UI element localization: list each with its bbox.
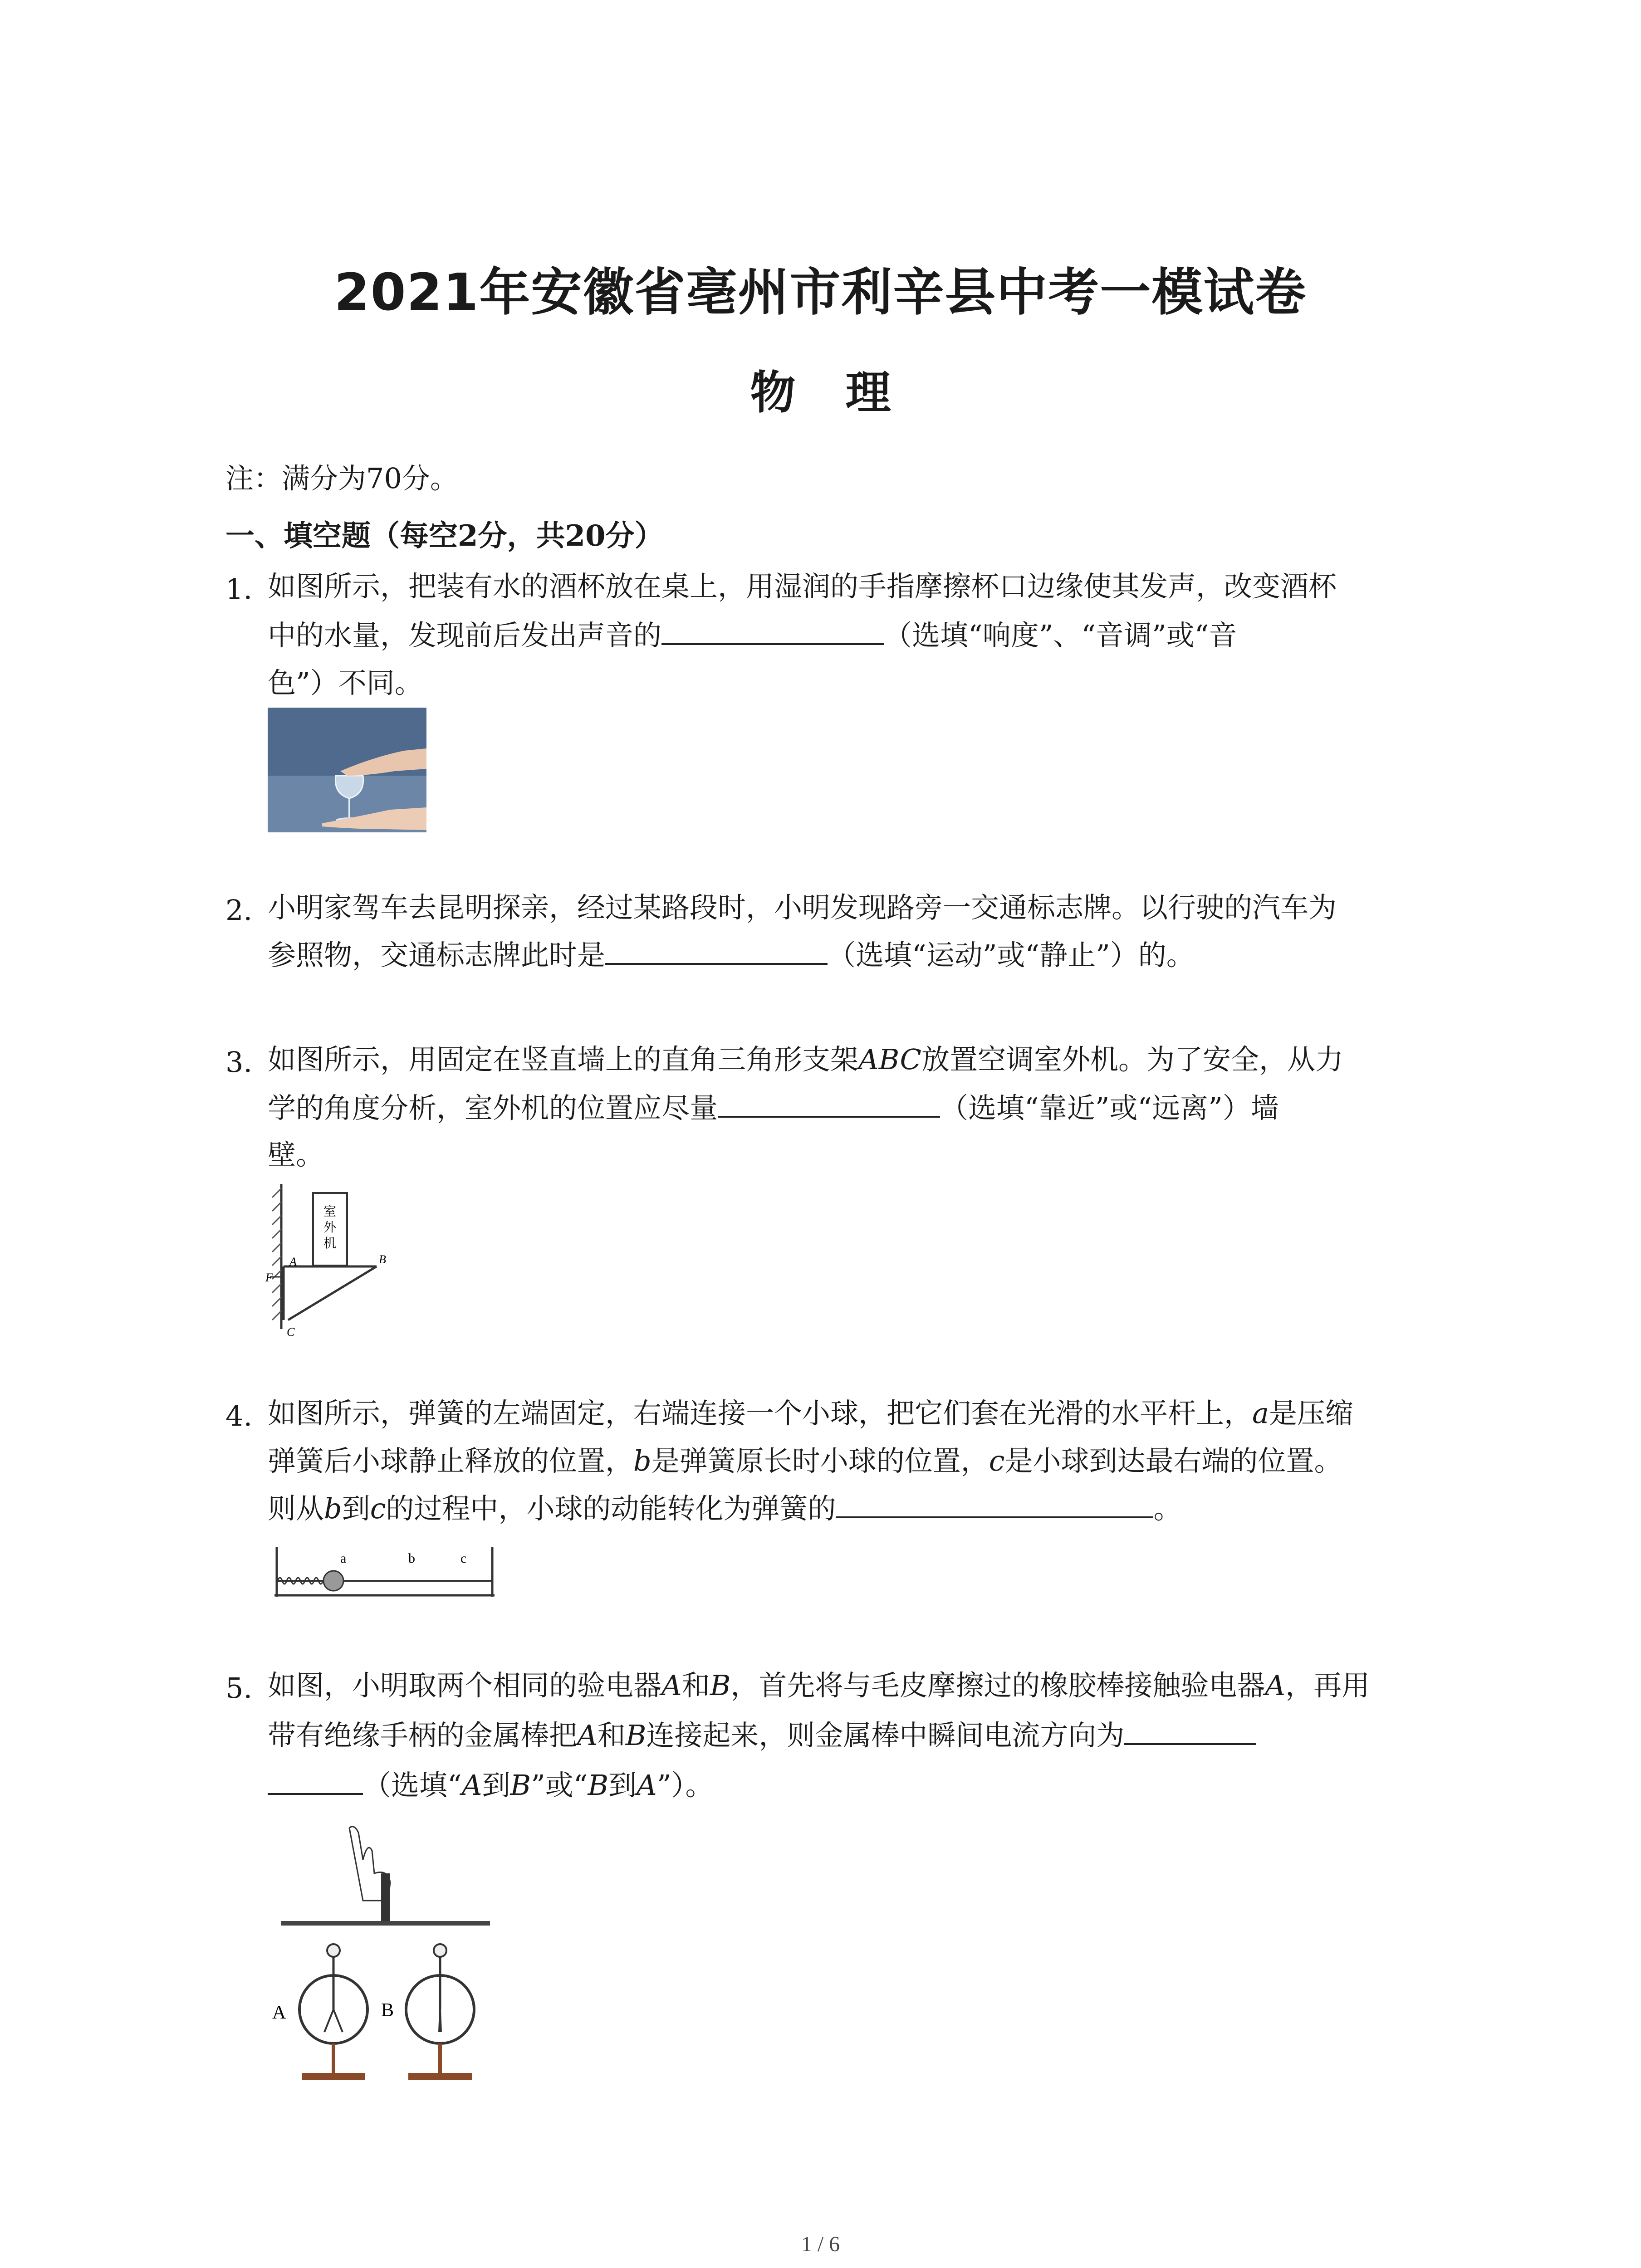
position-a-label: a — [340, 1551, 347, 1566]
question-4-line-2 — [268, 1444, 1342, 1477]
exam-title: 2021年安徽省亳州市利辛县中考一模试卷 — [334, 263, 1307, 322]
question-4-text-c: 弹簧后小球静止释放的位置， — [268, 1444, 634, 1477]
question-2-answer-blank[interactable] — [605, 958, 828, 965]
question-4-text-g: 到 — [342, 1492, 370, 1525]
question-5-text-j: ”或“ — [531, 1769, 588, 1802]
question-1-line-3: 色”）不同。 — [268, 666, 423, 699]
question-5-b3: B — [510, 1769, 531, 1802]
question-3-text-b: 放置空调室外机。为了安全，从力 — [921, 1043, 1343, 1076]
question-5-b1: B — [710, 1669, 731, 1702]
question-1-text-b: （选填“响度”、“音调”或“音 — [884, 619, 1237, 652]
question-3-line-1 — [268, 1043, 1343, 1076]
question-4-text-h: 的过程中，小球的动能转化为弹簧的 — [386, 1492, 836, 1525]
question-3-answer-blank[interactable] — [718, 1111, 940, 1118]
question-5-number: 5. — [225, 1672, 253, 1705]
question-5-text-g: 连接起来，则金属棒中瞬间电流方向为 — [646, 1719, 1125, 1752]
force-f-label: F — [265, 1271, 273, 1284]
question-4-text-a: 如图所示，弹簧的左端固定，右端连接一个小球，把它们套在光滑的水平杆上， — [268, 1397, 1253, 1430]
question-2-text-b: （选填“运动”或“静止”）的。 — [828, 938, 1195, 972]
question-3-text-d: （选填“靠近”或“远离”）墙 — [940, 1091, 1279, 1124]
question-4-text-b: 是压缩 — [1269, 1397, 1353, 1430]
question-3-line-3: 壁。 — [268, 1138, 324, 1171]
question-4-a: a — [1252, 1397, 1269, 1430]
question-5-answer-blank-part-2[interactable] — [268, 1789, 363, 1795]
wine-glass-photo — [268, 708, 426, 832]
bracket-ac-unit-diagram — [263, 1179, 399, 1343]
electroscope-diagram — [268, 1819, 504, 2096]
spring-ball-diagram — [272, 1540, 499, 1603]
question-4-c2: c — [370, 1492, 386, 1525]
question-5-text-e: 带有绝缘手柄的金属棒把 — [268, 1719, 578, 1752]
question-5-a1: A — [661, 1669, 682, 1702]
question-5-text-a: 如图，小明取两个相同的验电器 — [268, 1669, 662, 1702]
question-4-line-1 — [268, 1397, 1353, 1430]
electroscope-b-label: B — [381, 2000, 394, 2021]
question-2-line-2 — [268, 938, 1195, 972]
question-3-text-c: 学的角度分析，室外机的位置应尽量 — [268, 1091, 718, 1124]
question-5-b2: B — [625, 1719, 647, 1752]
question-1-line-2 — [268, 621, 1237, 650]
question-5-text-l: ”）。 — [656, 1769, 714, 1802]
question-5-line-3 — [268, 1769, 714, 1802]
question-3-text-a: 如图所示，用固定在竖直墙上的直角三角形支架 — [268, 1043, 859, 1076]
question-3-abc: ABC — [858, 1043, 921, 1076]
section-heading-fill-blank: 一、填空题（每空2分，共20分） — [225, 519, 664, 553]
question-4-b2: b — [324, 1492, 342, 1525]
question-1-text-a: 中的水量，发现前后发出声音的 — [268, 619, 662, 652]
question-4-c: c — [989, 1444, 1005, 1477]
ac-label-3: 机 — [323, 1237, 337, 1251]
question-4-text-d: 是弹簧原长时小球的位置， — [651, 1444, 989, 1477]
question-4-text-i: 。 — [1153, 1492, 1182, 1525]
electroscope-a-label: A — [272, 2002, 286, 2023]
question-1-answer-blank[interactable] — [661, 639, 884, 645]
point-a-label: A — [289, 1255, 297, 1268]
question-5-text-d: ，再用 — [1285, 1669, 1370, 1702]
position-b-label: b — [408, 1551, 415, 1566]
question-5-text-b: 和 — [681, 1669, 710, 1702]
question-5-a2: A — [1265, 1669, 1286, 1702]
ac-label-2: 外 — [323, 1221, 337, 1235]
question-5-text-i: 到 — [482, 1769, 510, 1802]
ac-label-1: 室 — [323, 1205, 337, 1219]
question-1-line-1: 如图所示，把装有水的酒杯放在桌上，用湿润的手指摩擦杯口边缘使其发声，改变酒杯 — [268, 570, 1337, 603]
question-3-number: 3. — [225, 1046, 253, 1079]
question-1-number: 1. — [225, 572, 253, 606]
question-4-line-3 — [268, 1492, 1182, 1525]
question-4-text-e: 是小球到达最右端的位置。 — [1004, 1444, 1342, 1477]
question-4-b: b — [633, 1444, 652, 1477]
question-5-a5: A — [637, 1769, 657, 1802]
position-c-label: c — [460, 1551, 467, 1566]
question-5-line-2 — [268, 1721, 1256, 1750]
question-5-text-c: ，首先将与毛皮摩擦过的橡胶棒接触验电器 — [730, 1669, 1265, 1702]
question-4-number: 4. — [225, 1399, 253, 1432]
question-5-answer-blank-part-1[interactable] — [1124, 1739, 1256, 1745]
subject-title: 物理 — [750, 366, 941, 419]
question-5-line-1 — [268, 1669, 1370, 1702]
question-5-text-k: 到 — [608, 1769, 637, 1802]
question-5-a4: A — [461, 1769, 482, 1802]
question-3-line-2 — [268, 1091, 1279, 1124]
question-2-text-a: 参照物，交通标志牌此时是 — [268, 938, 606, 972]
page-number: 1 / 6 — [801, 2232, 840, 2256]
point-b-label: B — [379, 1253, 386, 1266]
question-5-text-h: （选填“ — [363, 1769, 462, 1802]
question-4-text-f: 则从 — [268, 1492, 324, 1525]
question-2-line-1: 小明家驾车去昆明探亲，经过某路段时，小明发现路旁一交通标志牌。以行驶的汽车为 — [268, 891, 1337, 924]
question-2-number: 2. — [225, 894, 253, 927]
question-5-text-f: 和 — [597, 1719, 626, 1752]
question-4-answer-blank[interactable] — [836, 1512, 1153, 1518]
point-c-label: C — [287, 1325, 295, 1339]
question-5-b4: B — [588, 1769, 609, 1802]
score-note: 注：满分为70分。 — [225, 462, 458, 495]
question-5-a3: A — [577, 1719, 598, 1752]
